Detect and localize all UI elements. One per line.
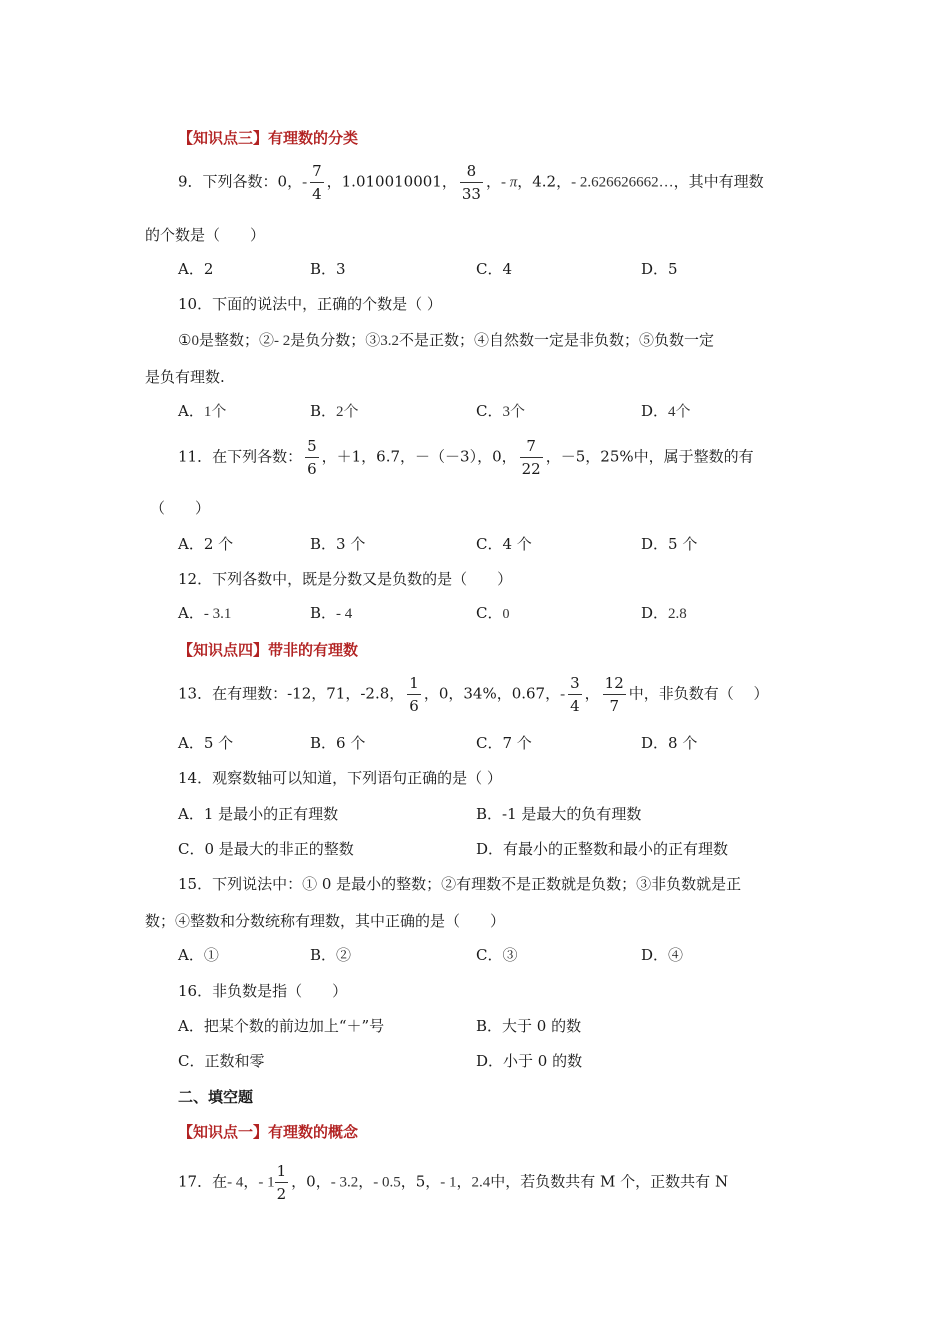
question-14-line1: 14．观察数轴可以知道，下列语句正确的是（ ） bbox=[178, 769, 502, 787]
question-9-line2: 的个数是（ ） bbox=[145, 226, 266, 244]
q9-option-c: C．4 bbox=[476, 260, 513, 278]
q10-option-b bbox=[310, 401, 359, 422]
question-10-line3: 是负有理数. bbox=[145, 368, 225, 386]
q12-option-a bbox=[178, 603, 231, 624]
q10-opt-a-value: 1个 bbox=[203, 404, 227, 420]
q17-value-neg1: - 1 bbox=[440, 1174, 457, 1191]
q12-opt-d-label: D． bbox=[641, 604, 669, 622]
q10-circled-1: ① bbox=[178, 331, 192, 349]
q10-option-d bbox=[641, 401, 691, 422]
question-11-line2: （ ） bbox=[150, 499, 211, 517]
q9-f1-den: 4 bbox=[312, 185, 322, 203]
q17-comma-1: ， bbox=[243, 1172, 259, 1191]
question-15-line2: 数；④整数和分数统称有理数，其中正确的是（ ） bbox=[145, 912, 506, 930]
q13-option-c: C．7 个 bbox=[476, 734, 532, 752]
question-10-line1: 10．下面的说法中，正确的个数是（ ） bbox=[178, 295, 442, 313]
q11-option-a: A．2 个 bbox=[178, 535, 234, 553]
q16-option-b: B．大于 0 的数 bbox=[476, 1017, 582, 1035]
q10-value-0: 0 bbox=[191, 333, 199, 349]
q17-comma-2: ， bbox=[358, 1172, 374, 1191]
q17-text-1: 17．在 bbox=[178, 1172, 228, 1191]
q11-f1-den: 6 bbox=[307, 460, 317, 478]
q13-text-4: 中，非负数有（ ） bbox=[628, 684, 769, 703]
q11-option-c: C．4 个 bbox=[476, 535, 532, 553]
q9-neg-sign: - bbox=[302, 174, 308, 191]
q12-opt-b-label: B． bbox=[310, 604, 337, 622]
q9-fraction-2 bbox=[460, 160, 483, 205]
q17-value-neg0-5: - 0.5 bbox=[373, 1174, 401, 1191]
question-15-line1: 15．下列说法中：① 0 是最小的整数；②有理数不是正数就是负数；③非负数就是正 bbox=[178, 875, 742, 893]
q10-text-2: 是负分数；③ bbox=[290, 331, 381, 349]
q13-fraction-3 bbox=[603, 672, 626, 717]
q12-opt-a-label: A． bbox=[178, 604, 204, 622]
q15-option-c: C．③ bbox=[476, 946, 518, 964]
q10-option-a bbox=[178, 401, 226, 422]
q17-value-2-4: 2.4 bbox=[471, 1174, 491, 1191]
q10-text-1: 是整数；② bbox=[198, 331, 274, 349]
q12-option-d bbox=[641, 603, 687, 624]
q12-option-c bbox=[476, 603, 509, 625]
q10-opt-d-label: D． bbox=[641, 402, 669, 420]
question-9-line1 bbox=[178, 160, 764, 205]
q10-value-neg2: - 2 bbox=[273, 333, 291, 349]
question-17-line1 bbox=[178, 1160, 728, 1205]
q14-option-c: C．0 是最大的非正的整数 bbox=[178, 840, 354, 858]
section-header-3: 【知识点三】有理数的分类 bbox=[178, 129, 359, 147]
q13-f1-num: 1 bbox=[407, 672, 421, 695]
q16-option-c: C．正数和零 bbox=[178, 1052, 265, 1070]
q16-option-a: A．把某个数的前边加上“＋”号 bbox=[178, 1017, 385, 1035]
q15-option-d: D．④ bbox=[641, 946, 684, 964]
q11-text-3: ，－5，25%中，属于整数的有 bbox=[545, 447, 754, 466]
q14-option-b: B．-1 是最大的负有理数 bbox=[476, 805, 642, 823]
q10-opt-b-label: B． bbox=[310, 402, 337, 420]
q13-f3-num: 12 bbox=[603, 672, 626, 695]
q9-neg-pi: - π bbox=[500, 174, 518, 191]
q17-mixed-den: 2 bbox=[276, 1185, 287, 1203]
q10-value-3-2: 3.2 bbox=[380, 333, 399, 349]
q13-f2-num: 3 bbox=[568, 672, 582, 695]
q12-opt-b-value: - 4 bbox=[336, 606, 353, 622]
q11-f2-den: 22 bbox=[521, 460, 541, 478]
q17-comma-3: ， bbox=[456, 1172, 472, 1191]
q13-f3-den: 7 bbox=[609, 697, 619, 715]
q17-value-neg4: - 4 bbox=[227, 1174, 244, 1191]
q17-text-3: ，5， bbox=[400, 1172, 441, 1191]
q12-opt-a-value: - 3.1 bbox=[203, 606, 232, 622]
q13-f1-den: 6 bbox=[409, 697, 419, 715]
q10-opt-a-label: A． bbox=[178, 402, 204, 420]
q9-text-4: ，4.2， bbox=[517, 172, 572, 191]
question-11-line1 bbox=[178, 435, 754, 480]
q17-mixed-fraction bbox=[275, 1160, 289, 1205]
q11-text-2: ，＋1，6.7，－（－3），0， bbox=[321, 447, 517, 466]
q13-text-2: ，0，34%，0.67， bbox=[423, 684, 561, 703]
q11-option-d: D．5 个 bbox=[641, 535, 698, 553]
q11-fraction-1 bbox=[305, 435, 319, 480]
q13-option-b: B．6 个 bbox=[310, 734, 366, 752]
q9-option-a: A．2 bbox=[178, 260, 214, 278]
q9-text: 9．下列各数：0， bbox=[178, 172, 303, 191]
q12-opt-d-value: 2.8 bbox=[668, 606, 687, 622]
q10-opt-d-value: 4个 bbox=[668, 404, 691, 420]
q10-opt-c-label: C． bbox=[476, 402, 503, 420]
q11-f2-num: 7 bbox=[520, 435, 543, 458]
q13-option-d: D．8 个 bbox=[641, 734, 698, 752]
q14-option-a: A．1 是最小的正有理数 bbox=[178, 805, 339, 823]
q9-text-5: ，其中有理数 bbox=[673, 172, 764, 191]
q9-f1-num: 7 bbox=[310, 160, 324, 183]
q12-opt-c-label: C． bbox=[476, 604, 503, 622]
q13-option-a: A．5 个 bbox=[178, 734, 234, 752]
q14-option-d: D．有最小的正整数和最小的正有理数 bbox=[476, 840, 729, 858]
q9-fraction-1 bbox=[310, 160, 324, 205]
q9-text-3: ， bbox=[485, 172, 501, 191]
q13-fraction-2 bbox=[568, 672, 582, 717]
q17-text-2: ，0， bbox=[291, 1172, 331, 1191]
q15-option-b: B．② bbox=[310, 946, 352, 964]
q17-value-neg3-2: - 3.2 bbox=[330, 1174, 359, 1191]
q13-neg-sign: - bbox=[560, 686, 566, 703]
q9-f2-den: 33 bbox=[461, 185, 481, 203]
question-10-line2 bbox=[178, 330, 714, 351]
question-13-line1 bbox=[178, 672, 769, 717]
q17-text-4: 中，若负数共有 M 个，正数共有 N bbox=[490, 1172, 729, 1191]
q13-f2-den: 4 bbox=[570, 697, 580, 715]
section-header-1: 【知识点一】有理数的概念 bbox=[178, 1123, 359, 1141]
q10-opt-b-value: 2个 bbox=[336, 404, 359, 420]
q11-fraction-2 bbox=[520, 435, 543, 480]
q9-text-2: ，1.010010001， bbox=[326, 172, 457, 191]
question-16-line1: 16．非负数是指（ ） bbox=[178, 982, 348, 1000]
part-2-title: 二、填空题 bbox=[178, 1088, 254, 1106]
q10-opt-c-value: 3个 bbox=[502, 404, 525, 420]
q13-fraction-1 bbox=[407, 672, 421, 717]
q12-opt-c-value: 0 bbox=[502, 607, 510, 622]
q13-text-1: 13．在有理数：-12，71，-2.8， bbox=[178, 684, 405, 703]
section-header-4: 【知识点四】带非的有理数 bbox=[178, 641, 359, 659]
q11-option-b: B．3 个 bbox=[310, 535, 366, 553]
q13-text-3: ， bbox=[584, 684, 600, 703]
q9-f2-num: 8 bbox=[460, 160, 483, 183]
q12-option-b bbox=[310, 603, 352, 624]
q16-option-d: D．小于 0 的数 bbox=[476, 1052, 583, 1070]
q10-text-3: 不是正数；④自然数一定是非负数；⑤负数一定 bbox=[398, 331, 714, 349]
q11-f1-num: 5 bbox=[305, 435, 319, 458]
q9-option-b: B．3 bbox=[310, 260, 346, 278]
q10-option-c bbox=[476, 401, 525, 422]
q11-text-1: 11．在下列各数： bbox=[178, 447, 303, 466]
q15-option-a: A．① bbox=[178, 946, 219, 964]
q17-mixed-whole: - 1 bbox=[258, 1174, 275, 1191]
q17-mixed-num: 1 bbox=[275, 1160, 289, 1183]
question-12-line1: 12．下列各数中，既是分数又是负数的是（ ） bbox=[178, 570, 513, 588]
q9-repeating-decimal: - 2.626626662… bbox=[571, 174, 674, 191]
q9-option-d: D．5 bbox=[641, 260, 678, 278]
